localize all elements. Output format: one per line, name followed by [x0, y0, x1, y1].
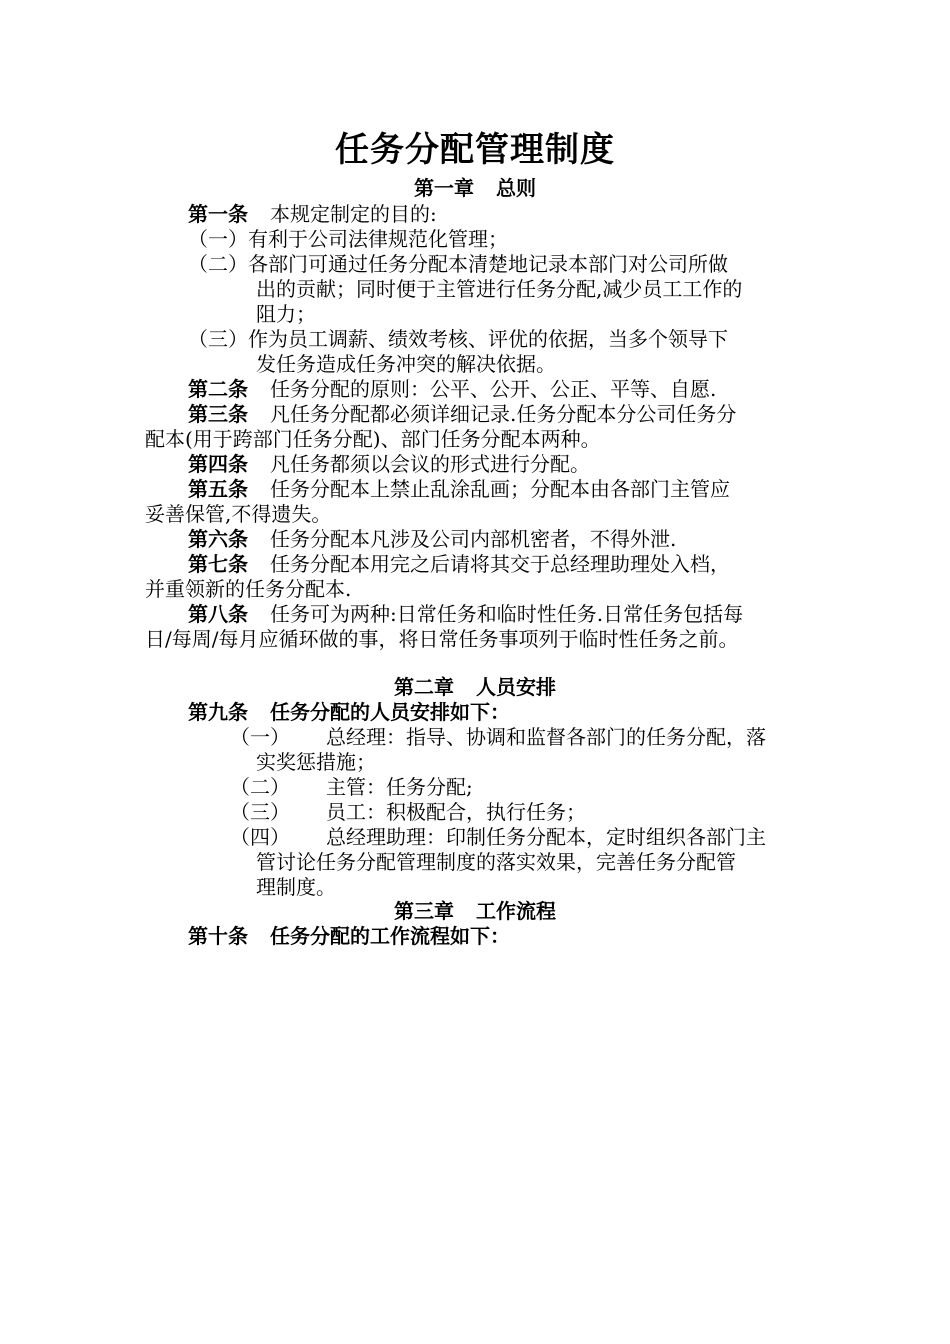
- article-label: 第四条: [188, 452, 248, 476]
- chapter-label: 第二章: [394, 675, 454, 699]
- article-8: [188, 601, 743, 627]
- item-continuation: 理制度。: [256, 875, 336, 899]
- article-continuation: 日/每周/每月应循环做的事，将日常任务事项列于临时性任务之前。: [145, 627, 739, 651]
- chapter-label: 第一章: [414, 176, 474, 200]
- document-title: 任务分配管理制度: [335, 130, 615, 170]
- article-label: 第七条: [188, 552, 248, 576]
- article-text: 任务分配的工作流程如下：: [270, 924, 510, 948]
- item-text: 总经理：指导、协调和监督各部门的任务分配，落: [326, 725, 766, 749]
- item-text: 有利于公司法律规范化管理；: [248, 227, 508, 251]
- article-text: 任务分配的人员安排如下：: [270, 700, 510, 724]
- item-continuation: 阻力；: [256, 302, 316, 326]
- item-continuation: 实奖惩措施；: [256, 750, 376, 774]
- article-text: 任务分配的原则：公平、公开、公正、平等、自愿.: [270, 377, 717, 401]
- article-9-item-2: [230, 774, 473, 800]
- item-text: 员工：积极配合，执行任务；: [326, 800, 586, 824]
- article-9-item-1: [230, 724, 766, 750]
- item-continuation: 出的贡献；同时便于主管进行任务分配,减少员工工作的: [256, 277, 743, 301]
- item-text: 作为员工调薪、绩效考核、评优的依据，当多个领导下: [248, 327, 728, 351]
- article-1-item-2: [188, 251, 728, 277]
- article-1-item-3: [188, 326, 728, 352]
- article-text: 凡任务分配都必须详细记录.任务分配本分公司任务分: [270, 402, 737, 426]
- article-1: [188, 201, 437, 227]
- article-text: 任务分配本上禁止乱涂乱画；分配本由各部门主管应: [270, 477, 730, 501]
- article-6: [188, 526, 676, 552]
- item-number: （一）: [188, 227, 248, 251]
- article-text: 任务可为两种:日常任务和临时性任务.日常任务包括每: [270, 602, 744, 626]
- item-number: （二）: [230, 775, 290, 799]
- chapter-heading-2: [0, 674, 950, 700]
- item-number: （三）: [188, 327, 248, 351]
- article-label: 第五条: [188, 477, 248, 501]
- item-continuation: 发任务造成任务冲突的解决依据。: [256, 352, 556, 376]
- chapter-name: 工作流程: [476, 899, 556, 923]
- item-text: 总经理助理：印制任务分配本，定时组织各部门主: [326, 825, 766, 849]
- article-5: [188, 476, 730, 502]
- article-label: 第一条: [188, 202, 248, 226]
- chapter-heading-1: [0, 175, 950, 201]
- article-1-item-1: [188, 226, 508, 252]
- item-number: （三）: [230, 800, 290, 824]
- item-number: （二）: [188, 252, 248, 276]
- article-4: [188, 451, 590, 477]
- item-text: 各部门可通过任务分配本清楚地记录本部门对公司所做: [248, 252, 728, 276]
- chapter-name: 人员安排: [476, 675, 556, 699]
- item-number: （一）: [230, 725, 290, 749]
- article-label: 第九条: [188, 700, 248, 724]
- article-9-item-4: [230, 824, 766, 850]
- item-text: 主管：任务分配;: [326, 775, 473, 799]
- chapter-label: 第三章: [394, 899, 454, 923]
- article-label: 第二条: [188, 377, 248, 401]
- article-9: [188, 699, 510, 725]
- article-label: 第三条: [188, 402, 248, 426]
- article-text: 本规定制定的目的:: [270, 202, 437, 226]
- article-continuation: 妥善保管,不得遗失。: [145, 502, 332, 526]
- article-9-item-3: [230, 799, 586, 825]
- article-continuation: 并重领新的任务分配本.: [145, 577, 352, 601]
- chapter-heading-3: [0, 898, 950, 924]
- item-continuation: 管讨论任务分配管理制度的落实效果，完善任务分配管: [256, 850, 736, 874]
- article-label: 第六条: [188, 527, 248, 551]
- article-continuation: 配本(用于跨部门任务分配)、部门任务分配本两种。: [145, 427, 601, 451]
- article-7: [188, 551, 730, 577]
- article-label: 第十条: [188, 924, 248, 948]
- article-label: 第八条: [188, 602, 248, 626]
- article-text: 任务分配本用完之后请将其交于总经理助理处入档，: [270, 552, 730, 576]
- article-text: 凡任务都须以会议的形式进行分配。: [270, 452, 590, 476]
- item-number: （四）: [230, 825, 290, 849]
- article-text: 任务分配本凡涉及公司内部机密者，不得外泄.: [270, 527, 677, 551]
- article-2: [188, 376, 716, 402]
- article-10: [188, 923, 510, 949]
- chapter-name: 总则: [496, 176, 536, 200]
- article-3: [188, 401, 736, 427]
